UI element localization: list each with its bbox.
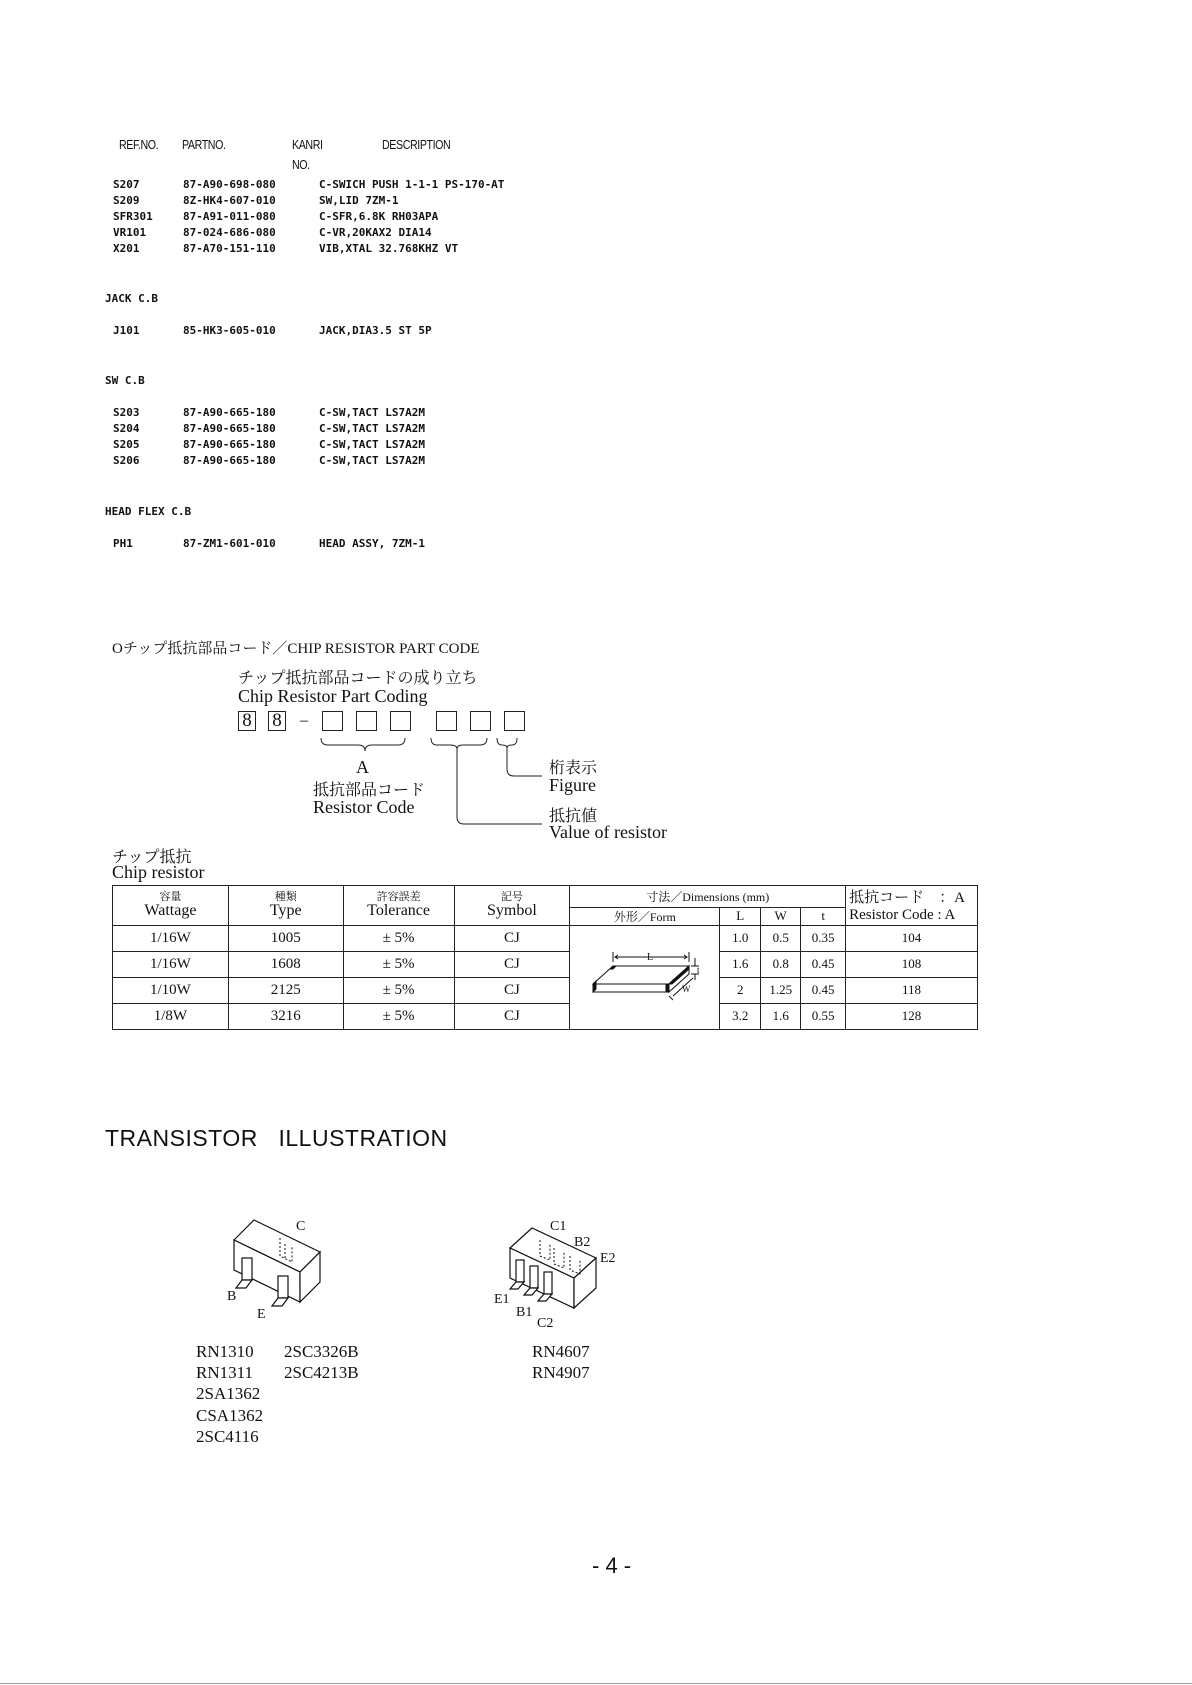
part-number: 2SC4116	[196, 1427, 259, 1446]
cell-wattage: 1/8W	[113, 1003, 229, 1029]
value-en: Value of resistor	[549, 822, 667, 842]
part-no: 87-A90-698-080	[183, 178, 276, 191]
part-no: 87-A90-665-180	[183, 438, 276, 451]
bracket-resistor-code	[321, 738, 405, 751]
table-row	[113, 925, 978, 951]
leader-value	[457, 749, 542, 824]
cell-wattage: 1/16W	[113, 951, 229, 977]
figure-en: Figure	[549, 775, 596, 795]
header-kanri-no: NO.	[292, 157, 310, 172]
ref-no: S206	[113, 454, 140, 467]
header-description: DESCRIPTION	[382, 137, 451, 152]
cell-wattage: 1/10W	[113, 977, 229, 1003]
section-title-jack: JACK C.B	[105, 292, 158, 305]
part-no: 87-A70-151-110	[183, 242, 276, 255]
header-form: 外形／Form	[570, 907, 720, 925]
pin-label-c2: C2	[537, 1316, 554, 1327]
ref-no: S205	[113, 438, 140, 451]
cell-l: 2	[720, 977, 761, 1003]
part-number: CSA1362	[196, 1406, 264, 1425]
value-jp: 抵抗値	[549, 808, 598, 825]
cell-l: 3.2	[720, 1003, 761, 1029]
ref-no: S204	[113, 422, 140, 435]
chip-resistor-table	[112, 885, 978, 1030]
ref-no: S203	[113, 406, 140, 419]
header-tolerance: 許容誤差 Tolerance	[343, 886, 454, 926]
chip-form-illustration	[585, 940, 705, 1010]
label-a: A	[356, 757, 369, 777]
header-ref-no: REF.NO.	[119, 137, 159, 152]
coding-title-en: Chip Resistor Part Coding	[238, 686, 428, 706]
cell-t: 0.45	[801, 951, 846, 977]
form-label-w: W	[681, 983, 691, 994]
table-row	[113, 951, 978, 977]
cell-code: 108	[846, 951, 978, 977]
cell-type: 3216	[228, 1003, 343, 1029]
ref-no: SFR301	[113, 210, 153, 223]
cell-code: 118	[846, 977, 978, 1003]
header-t: t	[801, 907, 846, 925]
form-label-t: t	[696, 964, 700, 975]
cell-type: 1608	[228, 951, 343, 977]
cell-t: 0.35	[801, 925, 846, 951]
cell-tolerance: ± 5%	[343, 951, 454, 977]
chip-resistor-title-jp: チップ抵抗	[112, 849, 192, 866]
resistor-code-jp: 抵抗部品コード	[313, 782, 426, 799]
header-wattage: 容量 Wattage	[113, 886, 229, 926]
cell-l: 1.0	[720, 925, 761, 951]
description: C-VR,20KAX2 DIA14	[319, 226, 432, 239]
pin-label-e: E	[257, 1307, 266, 1322]
part-no: 87-A91-011-080	[183, 210, 276, 223]
section-title-head-flex: HEAD FLEX C.B	[105, 505, 192, 518]
table-header-row	[113, 886, 978, 908]
header-code-en: Resistor Code : A	[846, 907, 978, 925]
cell-tolerance: ± 5%	[343, 1003, 454, 1029]
part-no: 87-A90-665-180	[183, 422, 276, 435]
cell-tolerance: ± 5%	[343, 977, 454, 1003]
prefix-box: 8	[268, 711, 286, 731]
description: C-SW,TACT LS7A2M	[319, 422, 425, 435]
description: C-SWICH PUSH 1-1-1 PS-170-AT	[319, 178, 505, 191]
header-code-jp: 抵抗コード ：A	[846, 886, 978, 908]
bracket-figure	[497, 738, 517, 748]
pin-label-b1: B1	[516, 1305, 533, 1320]
part-no: 87-ZM1-601-010	[183, 537, 276, 550]
cell-w: 1.6	[761, 1003, 801, 1029]
chip-code-title: Oチップ抵抗部品コード／CHIP RESISTOR PART CODE	[112, 641, 480, 657]
ref-no: S209	[113, 194, 140, 207]
blank-box	[356, 711, 377, 731]
section-title-sw: SW C.B	[105, 374, 145, 387]
part-number: RN1310	[196, 1342, 254, 1361]
header-kanri: KANRI	[292, 137, 323, 152]
description: VIB,XTAL 32.768KHZ VT	[319, 242, 459, 255]
pin-label-c: C	[296, 1219, 306, 1234]
description: JACK,DIA3.5 ST 5P	[319, 324, 432, 337]
pin-label-e2: E2	[600, 1251, 616, 1266]
pin-label-e1: E1	[494, 1292, 510, 1307]
cell-code: 104	[846, 925, 978, 951]
cell-wattage: 1/16W	[113, 925, 229, 951]
description: SW,LID 7ZM-1	[319, 194, 399, 207]
pin-label-b: B	[227, 1289, 237, 1304]
cell-t: 0.55	[801, 1003, 846, 1029]
leader-figure	[507, 748, 542, 776]
cell-symbol: CJ	[454, 977, 570, 1003]
description: C-SW,TACT LS7A2M	[319, 438, 425, 451]
cell-l: 1.6	[720, 951, 761, 977]
ref-no: PH1	[113, 537, 133, 550]
table-row	[113, 977, 978, 1003]
part-no: 85-HK3-605-010	[183, 324, 276, 337]
transistor-package-6pin	[488, 1212, 628, 1327]
header-w: W	[761, 907, 801, 925]
header-type: 種類 Type	[228, 886, 343, 926]
cell-symbol: CJ	[454, 1003, 570, 1029]
cell-t: 0.45	[801, 977, 846, 1003]
cell-form-drawing	[570, 925, 720, 1029]
code-boxes	[238, 711, 525, 731]
cell-w: 0.8	[761, 951, 801, 977]
form-label-l: L	[646, 951, 653, 963]
pin-label-c1: C1	[550, 1219, 567, 1234]
table-row	[113, 1003, 978, 1029]
part-number: RN1311	[196, 1363, 253, 1382]
part-number: 2SC4213B	[284, 1363, 359, 1382]
header-part-no: PARTNO.	[182, 137, 226, 152]
blank-box	[436, 711, 457, 731]
cell-type: 2125	[228, 977, 343, 1003]
cell-symbol: CJ	[454, 951, 570, 977]
chip-resistor-title-en: Chip resistor	[112, 862, 205, 882]
ref-no: X201	[113, 242, 140, 255]
cell-w: 0.5	[761, 925, 801, 951]
blank-box	[390, 711, 411, 731]
part-no: 8Z-HK4-607-010	[183, 194, 276, 207]
description: HEAD ASSY, 7ZM-1	[319, 537, 425, 550]
bracket-value	[431, 738, 487, 749]
blank-box	[470, 711, 491, 731]
page-number: - 4 -	[592, 1553, 632, 1578]
figure-jp: 桁表示	[549, 760, 598, 777]
coding-title-jp: チップ抵抗部品コードの成り立ち	[238, 670, 478, 687]
ref-no: S207	[113, 178, 140, 191]
part-number: RN4607	[532, 1342, 590, 1361]
page-bottom-divider	[0, 1683, 1192, 1684]
part-number: 2SC3326B	[284, 1342, 359, 1361]
prefix-box: 8	[238, 711, 256, 731]
part-number: RN4907	[532, 1363, 590, 1382]
resistor-code-en: Resistor Code	[313, 797, 415, 817]
cell-symbol: CJ	[454, 925, 570, 951]
header-symbol: 記号 Symbol	[454, 886, 570, 926]
blank-box	[504, 711, 525, 731]
part-no: 87-024-686-080	[183, 226, 276, 239]
ref-no: VR101	[113, 226, 147, 239]
part-number: 2SA1362	[196, 1384, 261, 1403]
description: C-SW,TACT LS7A2M	[319, 454, 425, 467]
code-dash: –	[300, 712, 308, 729]
cell-code: 128	[846, 1003, 978, 1029]
transistor-package-3pin	[210, 1212, 340, 1327]
ref-no: J101	[113, 324, 140, 337]
cell-type: 1005	[228, 925, 343, 951]
part-no: 87-A90-665-180	[183, 406, 276, 419]
cell-tolerance: ± 5%	[343, 925, 454, 951]
description: C-SFR,6.8K RH03APA	[319, 210, 439, 223]
pin-label-b2: B2	[574, 1235, 591, 1250]
header-dimensions: 寸法／Dimensions (mm)	[570, 886, 846, 908]
cell-w: 1.25	[761, 977, 801, 1003]
description: C-SW,TACT LS7A2M	[319, 406, 425, 419]
header-l: L	[720, 907, 761, 925]
blank-box	[322, 711, 343, 731]
part-no: 87-A90-665-180	[183, 454, 276, 467]
transistor-title: TRANSISTOR ILLUSTRATION	[105, 1125, 448, 1151]
